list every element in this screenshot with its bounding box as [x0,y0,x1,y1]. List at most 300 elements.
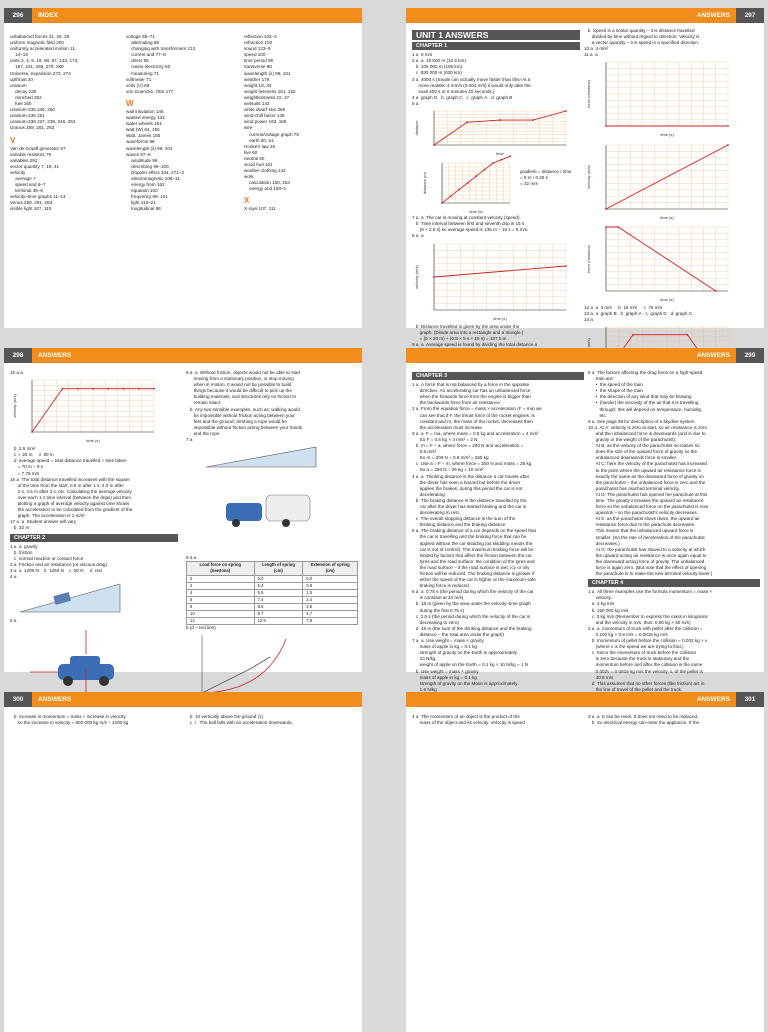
text-line: the downward acting force of gravity. The unbalanced [588,558,705,564]
answer-list [412,215,580,239]
data-point [92,388,94,390]
text-line: amplitude 99 [126,157,158,163]
text-line: 14 a [584,316,593,322]
answer-item: b (d – red line) [186,625,216,631]
text-line: wire [244,125,253,131]
text-line: = (5 × 20 m) + (0.5 × 5 s × 15 s) = 137.5 m [412,335,507,341]
text-line: mains electricity 60 [126,64,171,70]
text-line: b Time interval between first and seventh drip is 15 s [412,221,525,227]
answers-column-left [412,714,580,726]
answers-column-right [588,370,760,711]
table-cell: 6.5 [254,589,303,596]
text-line: waves 97–8 [126,151,151,157]
text-line: 5 a [10,618,17,624]
index-column-2 [126,34,236,213]
text-line: watt (W) 64, 155 [126,127,160,133]
text-line: (where v is the speed we are trying to find.) [588,644,684,650]
text-line: At C: here the velocity of the parachutist has increased [588,461,707,467]
data-point [77,388,79,390]
text-line: 1 a A force that is not balanced by a force in the opposite [412,382,530,388]
text-line: uranium-236 251 [10,113,45,119]
text-line: c i 20 m ii 80 m [10,452,54,458]
text-line: direct 65 [126,58,149,64]
text-line: equation 100 [126,188,158,194]
text-line: wind-chill factor 148 [244,113,285,119]
q6-block [412,159,580,215]
text-line: over each 1 s time interval (between the drips) and then [10,494,132,500]
text-line: woollen clothing 142 [244,168,286,174]
text-line: Watt, James 155 [126,133,161,139]
text-line: momentum before and after the collision is the same [588,662,703,668]
index-list [126,109,236,213]
text-line: alternating 65 [126,40,159,46]
text-line: reflection 102–3 [244,34,277,39]
text-line: of the time from the start, 0.5 m after 1 s, 2.0 m after [10,482,124,488]
text-line: fuel 160 [10,101,32,107]
answer-list [10,714,178,726]
chart-q11c [584,223,734,303]
text-line: snail 400 s or 6 minutes 40 seconds.) [412,88,495,94]
table-cell: 6 [187,596,255,603]
text-line: 1 a a gravity [10,543,38,549]
table-cell: 4 [187,589,255,596]
text-line: d 48 m (the sum of the thinking distance and the braking [412,625,532,631]
text-line: describing 99–100 [126,163,169,169]
text-line: 197, 221, 259, 279, 280 [10,64,64,70]
page-number: 299 [736,348,764,363]
text-line: At D: The parachutist has opened her parachute at this [588,491,708,497]
text-line: upthrust 20 [10,76,33,82]
text-line: is constant at 24 m/s) [412,595,464,601]
text-line: etc. [588,412,607,418]
page-298 [4,348,362,672]
table-row [187,610,358,617]
text-line: voltmeter 71 [126,76,152,82]
page-number: 301 [736,692,764,707]
text-line: 9 a a Average speed is found by dividing the total distance a [412,341,538,347]
text-line: b 32 m [10,525,30,531]
table-row [187,582,358,589]
text-line: terminal 35–6 [10,188,43,194]
text-line: 1.6 N/kg [412,686,437,692]
text-line: visible light 107, 110 [10,206,52,212]
text-line: the acceleration must increase. [412,424,484,430]
text-line: = 8 m / 0.25 s [520,175,548,181]
page-header [406,8,764,23]
data-point [484,169,486,171]
text-line: measuring 71 [126,70,159,76]
answer-list [186,714,358,726]
text-line: b increase in momentum = mass × increase in velocity [10,714,126,719]
text-line: applies the brakes; during this period the car is not [412,485,523,491]
text-line: plotting a graph of average velocity against time shows [10,501,130,507]
text-line: 40.8 m/s [588,674,614,680]
text-line: tyres and the road surface: the condition of the tyres and [412,558,535,564]
chart-q8 [412,240,572,322]
text-line: transverse 98 [244,64,272,70]
table-cell: 1.5 [303,589,358,596]
table-header-cell: Load force on spring (newtons) [187,562,255,575]
text-line: weight of apple on the Earth = 0.1 kg × 10 N/kg = 1 N [412,662,529,668]
answers-column-right [186,714,358,726]
text-line: gradient = distance / time [520,169,572,175]
text-line: b 105 000 m (105 km) [412,64,463,70]
text-line: force is again zero. (But note that the effect of opening [588,565,707,570]
answers-column-left [412,30,580,372]
text-line: 10 N/kg [412,656,436,662]
page-header [4,348,362,363]
table-cell: 0.0 [303,575,358,582]
text-line: distance – the total area under the graph) [412,631,504,637]
text-line: 8 a a [412,233,424,239]
page-297 [406,8,764,347]
text-line: velocity. [588,595,612,601]
text-line: 0.002v = 0.0816 kg m/s the velocity, v, of the pellet is [588,668,703,674]
text-line: 4 a [10,574,17,580]
page-header [406,692,764,707]
text-line: units 3, 4, 9, 19, 58, 97, 133, 173, [10,58,79,64]
answers-column-right [588,714,760,726]
data-point [565,110,567,112]
text-line: Van de Graaff generator 87 [10,145,66,151]
answers-column-right [584,28,760,387]
text-line: so the increase in velocity = 600 000 kg m/s ÷ 1200 kg [10,720,129,726]
table-row [187,575,358,582]
text-line: decelerating to rest. [412,510,461,516]
table-cell: 12 [187,618,255,625]
page-title: INDEX [38,12,58,19]
text-line: a 4 kg m/s [588,601,615,607]
data-point [605,208,607,210]
text-line: wasted energy 134 [126,115,165,121]
text-line: wavelength (λ) 99, 101 [244,70,291,76]
text-line: 10 a 4 m/s² [584,46,609,52]
table-cell: 3.5 [303,603,358,610]
text-line: strength of gravity on the Earth is approximately [412,650,517,656]
table-cell: 8 [187,603,255,610]
text-line: strength of gravity on the Moon is approximately [412,680,518,686]
page-header [406,348,764,363]
text-line: • (harder) the viscosity of the air that it is travelling [588,400,699,406]
text-line: smaller. (So the rate of deceleration of the parachutist [588,534,705,540]
page-number: 296 [4,8,32,23]
text-line: c 630 000 m (630 km) [412,70,462,76]
text-line: 2 a From the equation force = mass × acceleration (F = ma) we [412,406,542,412]
text-line: b Use weight = mass × gravity [412,668,479,674]
page-301 [406,692,764,1032]
text-line: • the speed of the train [588,382,643,388]
text-line: braking force is reduced. [412,583,470,589]
text-line: either the speed of the car is higher or the maximum safe [412,577,536,583]
text-line: friction will be reduced. The braking distance is greater if [412,571,535,576]
text-line: gravity or the weight of the parachutist). [588,437,677,443]
answer-list [584,305,760,323]
text-line: = 70 m ÷ 9 s [10,464,44,470]
text-line: 4 a graph D b graph C c graph A d graph B [412,94,513,100]
text-line: So m = 200 N ÷ 0.8 m/s² = 250 kg [412,455,489,461]
text-line: 4 a a Thinking distance is the distance a car travels after [412,473,530,479]
table-cell: 8.5 [254,603,303,610]
text-line: uranium-235 246, 250 [10,107,55,113]
data-point [617,226,619,228]
text-line: current/voltage graph 78 [244,131,299,137]
answer-list [588,370,760,577]
text-line: weight 19, 34 [244,82,272,88]
index-list [10,34,120,132]
caravan-forces-diagram [186,443,336,553]
page-title: ANSWERS [38,352,72,359]
text-line: energy from 162 [126,182,165,188]
unit-title: UNIT 1 ANSWERS [412,30,580,40]
spread-1 [0,0,768,347]
chapter-heading: CHAPTER 1 [412,42,580,50]
text-line: • the shape of the train [588,388,643,394]
text-line: mass of the object and its velocity. Velocity is speed [412,720,525,726]
text-line: 17 a a Student answer will vary [10,519,77,525]
text-line: 5 a The braking distance of a car depends on the speed that [412,528,536,534]
text-line: c Use a = F ÷ m, where force = 250 N and mass = 25 kg [412,461,532,467]
text-line: (8 × 2.5 s) so average speed is 135 m ÷ 15 s = 9 m/s. [412,227,529,233]
text-line: limited by factors that affect the friction between the car [412,552,532,558]
index-list [244,206,354,212]
text-line: mass of apple in kg = 0.1 kg [412,644,477,650]
page-title: ANSWERS [696,696,730,703]
text-line: b 150 000 kg m/s [588,607,629,613]
x-axis-label: time (s) [660,296,674,302]
text-line: velocity [10,169,26,175]
answer-list [588,714,760,726]
answers-column-left [412,370,584,705]
text-line: unbalanced downwards force is smaller. [588,455,678,461]
data-point [153,388,155,390]
text-line: c 3 kg m/s (Remember to express the mass in kilograms [588,613,708,619]
data-point [509,156,511,158]
text-line: So a = 250 N ÷ 25 kg = 10 m/s² [412,467,484,473]
table-cell: 2 [187,582,255,589]
data-point [492,162,494,164]
table-row [187,596,358,603]
text-line: c The overall stopping distance is the sum of the [412,516,516,522]
data-point [138,388,140,390]
text-line: resistance force due to the parachute decreases. [588,522,696,528]
text-line: and the unbalanced force is downwards (and is due to [588,430,706,436]
y-axis-label: velocity (m/s) [586,164,591,189]
y-axis-label: velocity (m/s) [414,264,419,289]
chart-q11a [584,58,734,138]
text-line: force so the unbalanced force on the parachutist is now [588,504,709,510]
text-line: c Since the momentum of truck before the collision [588,650,697,656]
text-line: b The braking distance is the distance travelled by the [412,497,527,503]
spring-table [186,561,358,625]
chart-q11b [584,141,734,221]
gradient-note [520,169,571,187]
table-cell: 5.4 [254,582,303,589]
text-line: the upward acting air resistance is once again equal to [588,552,707,558]
text-line: At B: as the velocity of the parachutist increases so [588,443,700,449]
text-line: earth 60, 61 [244,137,274,143]
text-line: building materials, and structures rely on friction to [186,394,297,400]
text-line: Doppler effect 104, 271–3 [126,169,184,175]
data-point [686,334,688,336]
text-line: 6 a a 0.75 s (the period during which the velocity of the car [412,589,534,595]
text-line: weight lessness 151, 152 [244,88,296,94]
text-line: speed 100 [244,52,266,58]
text-line: 10 a At A: velocity is zero at start, so air resistance is zero [588,424,707,430]
text-line: 7 a a The car is moving at constant velocity (speed). [412,215,521,221]
data-point [433,144,435,146]
page-296 [4,8,362,328]
text-line: wood fuel 161 [244,161,273,167]
text-line: light 113–21 [126,200,156,206]
data-point [605,126,607,128]
text-line: calculation 150, 154 [244,180,290,186]
text-line: uranium [10,82,27,88]
text-line: voltage 69–71 [126,34,155,39]
text-line: b 2.5 m/s² [10,446,36,452]
text-line: Uranus 259, 261, 263 [10,125,55,131]
text-line: refraction 103 [244,40,273,46]
text-line: is zero because the truck is stationary and the [588,656,690,662]
text-line: a vector quantity – it is speed in a specified direction. [584,40,700,46]
data-point [450,196,452,198]
text-line: vector quantity 7, 19, 41 [10,163,60,169]
text-line: Universe, expansion 273, 274 [10,70,71,76]
text-line: 2 a a 16 500 m (10.5 km) [412,58,466,64]
text-line: variables 291 [10,157,38,163]
data-point [632,334,634,336]
text-line: b friction [10,549,33,555]
text-line: exactly the same as the downward force of gravity on [588,473,704,479]
text-line: does the size of the upward force of gravity so the [588,449,698,455]
text-line: 1 a 8 m/s [412,52,433,58]
text-line: the parachute is to make the new terminal velocity lower.) [588,571,713,577]
page-title: ANSWERS [696,12,730,19]
text-line: c i The ball falls with an acceleration downwards, [186,720,293,726]
index-list [126,34,236,95]
text-line: This means that the unbalanced upward force is [588,528,694,534]
index-column-1 [10,34,120,213]
answers-column-left [10,370,178,726]
text-line: 3 a a 1200 N b 1250 N c 50 N d red [10,567,102,573]
text-line: car is out of control). The maximum braking force will be [412,546,534,552]
text-line: 16 a The total distance travelled increases with the square [10,476,130,482]
spread-3 [0,684,768,1024]
text-line: b Any two sensible examples, such as: walking would [186,406,300,412]
text-line: upwards – so the parachutist's velocity decreases. [588,510,698,516]
text-line: divided by time without regard to direction. Velocity is [584,34,700,40]
text-line: 8 a The factors affecting the drag force on a high-speed [588,370,703,375]
text-line: the car is travelling and the braking force that can be [412,534,527,540]
table-header-cell: Length of spring (cm) [254,562,303,575]
text-line: c 2.5 s (the period during which the velocity of the car is [412,613,531,619]
text-line: average 7 [10,175,36,181]
text-line: to the point where the upward air resistance force is [588,467,701,473]
text-line: 5 a [412,100,419,106]
text-line: wall insulation 146 [126,108,164,114]
text-line: X-rays 107, 111 [244,206,276,212]
text-line: b 10 vertically above the ground (1) [186,714,264,719]
chapter-heading: CHAPTER 3 [412,372,584,380]
text-line: more realistic 4 mm/s (0.004 m/s) it would only take the [412,82,531,88]
text-line: d This assumes that no other forces (like friction) act in [588,680,705,686]
page-title: ANSWERS [38,696,72,703]
answer-item: 15 a a [10,370,23,375]
text-line: b m = F ÷ a, where force = 200 N and acceleration = [412,443,524,449]
table-header-cell: Extension of spring (cm) [303,562,358,575]
y-axis-label: force (newtons) [586,244,591,273]
text-line: the road surface – if the road surface is wet, icy or oily [412,564,530,570]
text-line: car after the driver has started braking and the car is [412,503,527,509]
table-cell: 7.9 [303,618,358,625]
text-line: through; this will depend on temperature, humidity, [588,406,703,412]
text-line: = 32 m/s [520,181,538,187]
text-line: 6 a a Without friction, objects would not be able to start [186,370,301,375]
answer-list [412,382,584,705]
text-line: when the forwards force from the engine is bigger than [412,394,531,400]
text-line: applied without the car skidding (as skidding means the [412,540,533,546]
answer-list [10,446,178,531]
y-axis-label: velocity (m/s) [12,394,17,418]
text-line: neutral 60 [244,155,265,161]
text-line: live 60 [244,149,258,155]
x-axis-label: time (s) [469,209,483,215]
data-point [475,176,477,178]
data-point [727,126,729,128]
table-row [187,618,358,625]
data-point [727,144,729,146]
text-line: • the direction of any wind that may be blowing [588,394,692,400]
text-line: At E: as the parachutist slows down, the upward air [588,516,700,522]
answer-list [584,28,760,58]
text-line: moving from a stationary position, or stop moving [186,376,294,382]
text-line: At G: the parachutist has slowed to a velocity at which [588,546,706,552]
text-line: energy and 150–1 [244,186,287,192]
text-line: be impossible without friction acting between your [186,412,295,418]
x-axis-label: time (s) [660,214,674,220]
data-point [466,121,468,123]
text-line: 1 a All three examples use the formula momentum = mass × [588,589,713,595]
text-line: 2 a Friction and air resistance (or viscous drag) [10,561,108,567]
text-line: parachutist has reached terminal velocity. [588,485,680,491]
text-line: decay 235 [10,88,37,94]
table-cell: 5.0 [254,575,303,582]
text-line: unbalanced forces 21, 28, 29 [10,34,70,39]
text-line: 3 a 4000 s (Snails can actually move faster than this! At a [412,76,531,82]
index-letter-x: X [244,196,250,206]
page-header [4,692,362,707]
data-point [107,388,109,390]
page-number: 298 [4,348,32,363]
answers-column-right [186,370,358,703]
text-line: graph. The acceleration is 1 m/s². [10,513,86,519]
text-line: b momentum of pellet before the collision = 0.002 kg × v [588,638,708,644]
page-300 [4,692,362,1032]
data-point [715,290,717,292]
text-line: feet and the ground; climbing a rope would be [186,418,287,424]
text-line: thinking distance and the braking distance. [412,522,507,528]
text-line: impossible without friction acting between your hands [186,424,303,430]
data-point [62,388,64,390]
text-line: time period 99 [244,58,274,64]
page-header [4,8,362,23]
text-line: weather 179 [244,76,270,82]
page-number: 300 [4,692,32,707]
text-line: 14–15 [10,52,28,58]
text-line: uranium-238 227, 239, 246, 252 [10,119,76,125]
text-line: longitudinal 98 [126,206,161,212]
answer-list [10,544,178,581]
spread-2 [0,340,768,692]
